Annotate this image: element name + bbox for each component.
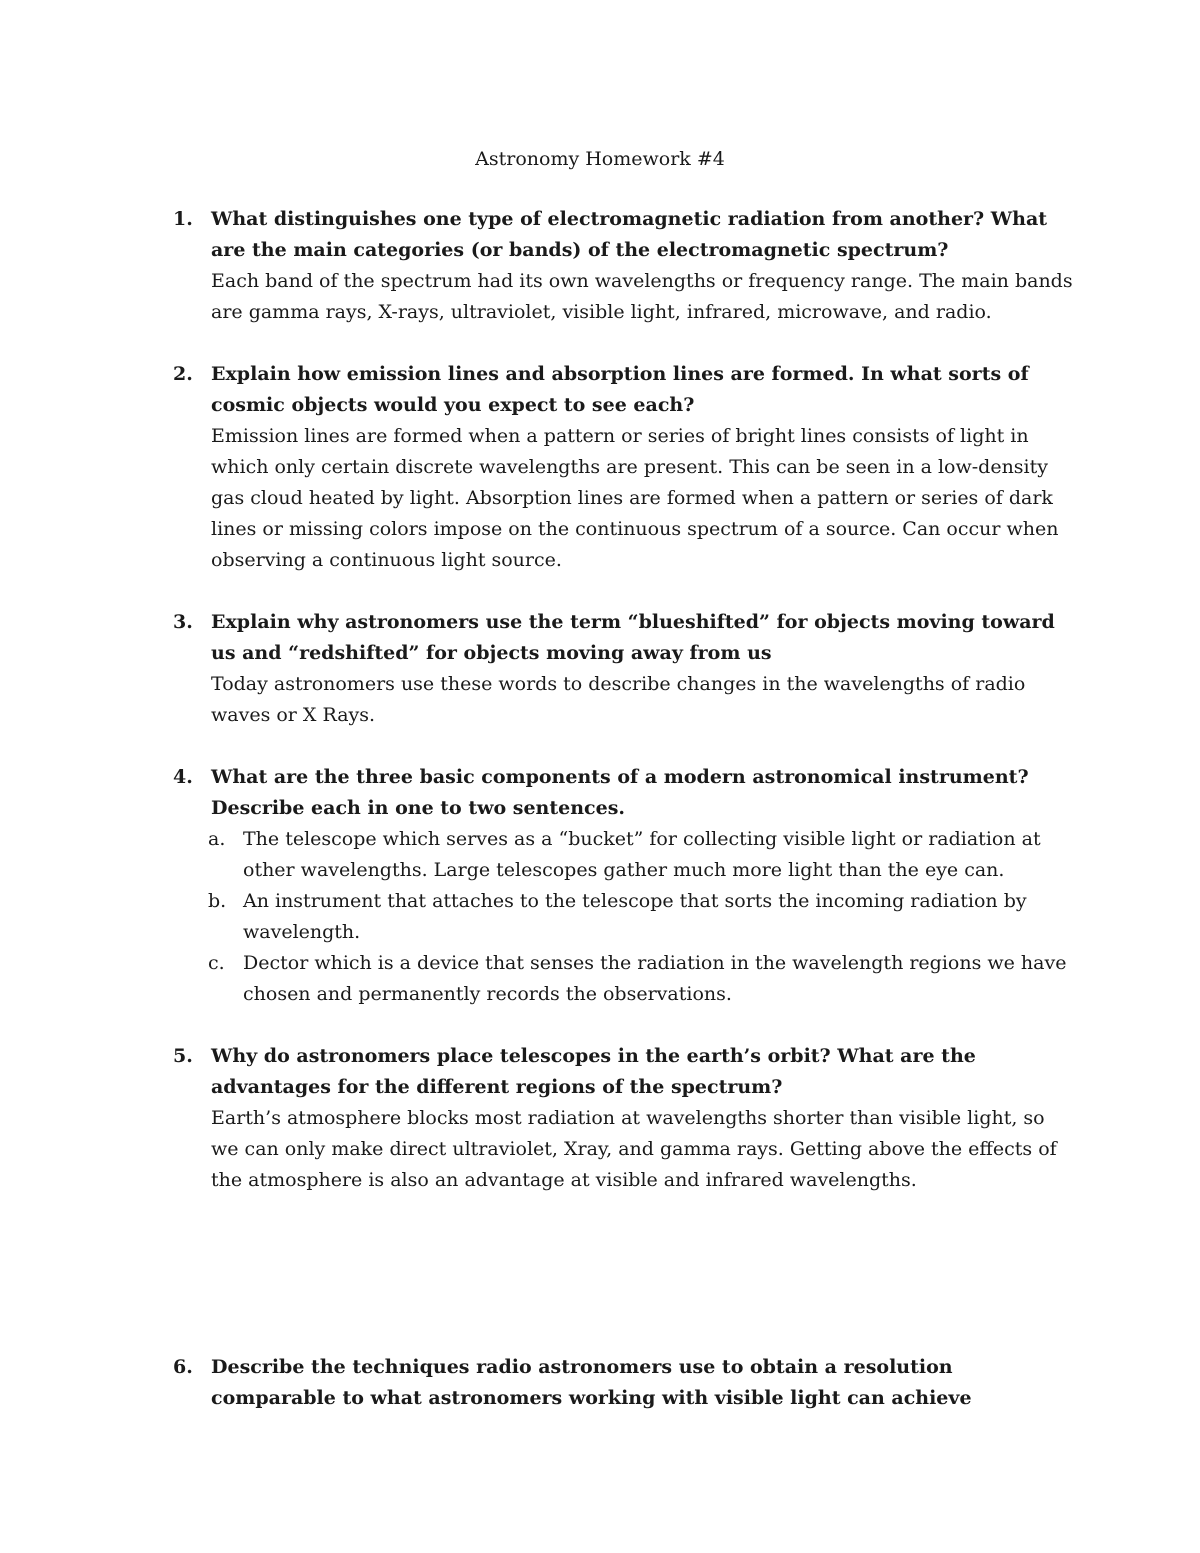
sub-answer-b	[173, 886, 1073, 948]
question-text: What are the three basic components of a modern astronomical instrument? Describe each in one to two sentences.	[211, 766, 1029, 819]
answer-text: Today astronomers use these words to describe changes in the wavelengths of radio waves or X Rays.	[211, 673, 1026, 726]
answer-text: Earth’s atmosphere blocks most radiation at wavelengths shorter than visible light, so we can only make direct ultraviolet, Xray, and gamma rays. Getting above the effects of the atmosphere is also an advantage at visible and infrared wavelengths.	[211, 1107, 1057, 1191]
sub-answer-letter: c.	[208, 952, 225, 974]
question-3	[173, 607, 1073, 731]
sub-answer-text: An instrument that attaches to the telescope that sorts the incoming radiation by wavelength.	[243, 890, 1027, 943]
document-title: Astronomy Homework #4	[475, 148, 725, 170]
question-6	[173, 1352, 1073, 1414]
sub-answer-a	[173, 824, 1073, 886]
sub-answer-letter: a.	[208, 828, 226, 850]
sub-answer-c	[173, 948, 1073, 1010]
answer-text: Each band of the spectrum had its own wavelengths or frequency range. The main bands are gamma rays, X-rays, ultraviolet, visible light, infrared, microwave, and radio.	[211, 270, 1073, 323]
answer-text: Emission lines are formed when a pattern or series of bright lines consists of light in which only certain discrete wavelengths are present. This can be seen in a low-density gas cloud heated by light. Absorption lines are formed when a pattern or series of dark lines or missing colors impose on the continuous spectrum of a source. Can occur when observing a continuous light source.	[211, 425, 1059, 571]
question-number: 6.	[173, 1356, 193, 1378]
question-text: What distinguishes one type of electromagnetic radiation from another? What are the main categories (or bands) of the electromagnetic spectrum?	[211, 208, 1048, 261]
question-number: 2.	[173, 363, 193, 385]
question-number: 3.	[173, 611, 193, 633]
question-1	[173, 204, 1073, 328]
question-number: 1.	[173, 208, 193, 230]
question-text: Why do astronomers place telescopes in the earth’s orbit? What are the advantages for the different regions of the spectrum?	[211, 1045, 976, 1098]
answer-sub-list	[173, 824, 1073, 1010]
sub-answer-letter: b.	[208, 890, 227, 912]
question-number: 5.	[173, 1045, 193, 1067]
sub-answer-text: Dector which is a device that senses the radiation in the wavelength regions we have chosen and permanently records the observations.	[243, 952, 1067, 1005]
question-4	[173, 762, 1073, 1010]
sub-answer-text: The telescope which serves as a “bucket” for collecting visible light or radiation at other wavelengths. Large telescopes gather much more light than the eye can.	[243, 828, 1041, 881]
question-number: 4.	[173, 766, 193, 788]
question-2	[173, 359, 1073, 576]
question-text: Describe the techniques radio astronomers use to obtain a resolution comparable to what astronomers working with visible light can achieve	[211, 1356, 972, 1409]
question-text: Explain how emission lines and absorption lines are formed. In what sorts of cosmic objects would you expect to see each?	[211, 363, 1029, 416]
question-5	[173, 1041, 1073, 1196]
question-text: Explain why astronomers use the term “blueshifted” for objects moving toward us and “redshifted” for objects moving away from us	[211, 611, 1055, 664]
